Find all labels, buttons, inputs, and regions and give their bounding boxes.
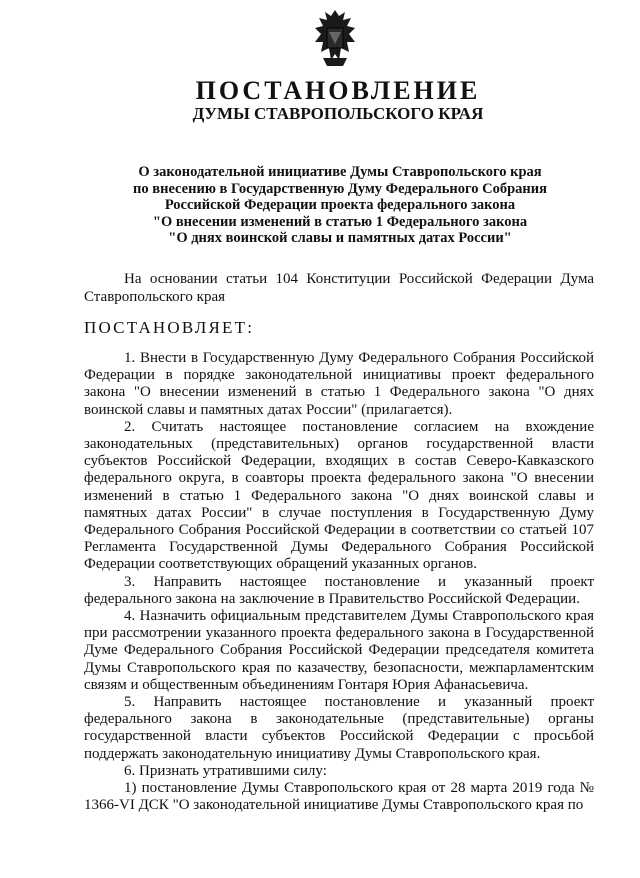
paragraph-5: 5. Направить настоящее постановление и указанный проект федерального закона в законодательные (представительные) органы государственной власти субъектов Российской Федерации с просьбой поддержать законодательную инициативу Думы Ставропольского края.: [84, 694, 594, 762]
subject-line: "О днях воинской славы и памятных датах России": [168, 230, 512, 246]
paragraph-6: 6. Признать утратившими силу:: [124, 762, 327, 779]
paragraph-1: 1. Внести в Государственную Думу Федерального Собрания Российской Федерации в порядке законодательной инициативы проект федерального закона "О внесении изменений в статью 1 Федерального закона "О днях воинской славы и памятных датах России" (прилагается).: [84, 350, 594, 418]
paragraph-4: 4. Назначить официальным представителем Думы Ставропольского края при рассмотрении указанного проекта федерального закона в Государственной Думе Федерального Собрания Российской Федерации председателя комитета Думы Ставропольского края по казачеству, безопасности, межпарламентским связям и общественным объединениям Гонтаря Юрия Афанасьевича.: [84, 608, 594, 693]
subject-line: Российской Федерации проекта федерального закона: [164, 197, 516, 213]
document-subject: [110, 164, 570, 247]
basis-paragraph: На основании статьи 104 Конституции Российской Федерации Дума Ставропольского края: [84, 271, 594, 305]
subject-line: "О внесении изменений в статью 1 Федерального закона: [152, 213, 528, 230]
subject-line: О законодательной инициативе Думы Ставропольского края: [138, 164, 542, 180]
decree-heading: ПОСТАНОВЛЯЕТ:: [84, 318, 255, 337]
document-body: [84, 350, 594, 814]
paragraph-3: 3. Направить настоящее постановление и указанный проект федерального закона на заключение в Правительство Российской Федерации.: [84, 573, 594, 607]
paragraph-2: 2. Считать настоящее постановление согласием на вхождение законодательных (представительных) органов государственной власти субъектов Российской Федерации, входящих в состав Северо-Кавказского федерального округа, в соавторы проекта федерального закона "О внесении изменений в статью 1 Федерального закона "О днях воинской славы и памятных датах России" в случае поступления в Государственную Думу Федерального Собрания Российской Федерации в соответствии со статьей 107 Регламента Государственной Думы Федерального Собрания Российской Федерации соответствующих обращений указанных органов.: [84, 418, 594, 573]
subject-line: по внесению в Государственную Думу Федерального Собрания: [133, 180, 547, 197]
document-title: ПОСТАНОВЛЕНИЕ: [195, 76, 481, 105]
document-subtitle: ДУМЫ СТАВРОПОЛЬСКОГО КРАЯ: [192, 104, 484, 123]
paragraph-6-1: 1) постановление Думы Ставропольского края от 28 марта 2019 года № 1366-VI ДСК "О законодательной инициативе Думы Ставропольского края по: [84, 780, 594, 814]
coat-of-arms-icon: [309, 8, 361, 70]
